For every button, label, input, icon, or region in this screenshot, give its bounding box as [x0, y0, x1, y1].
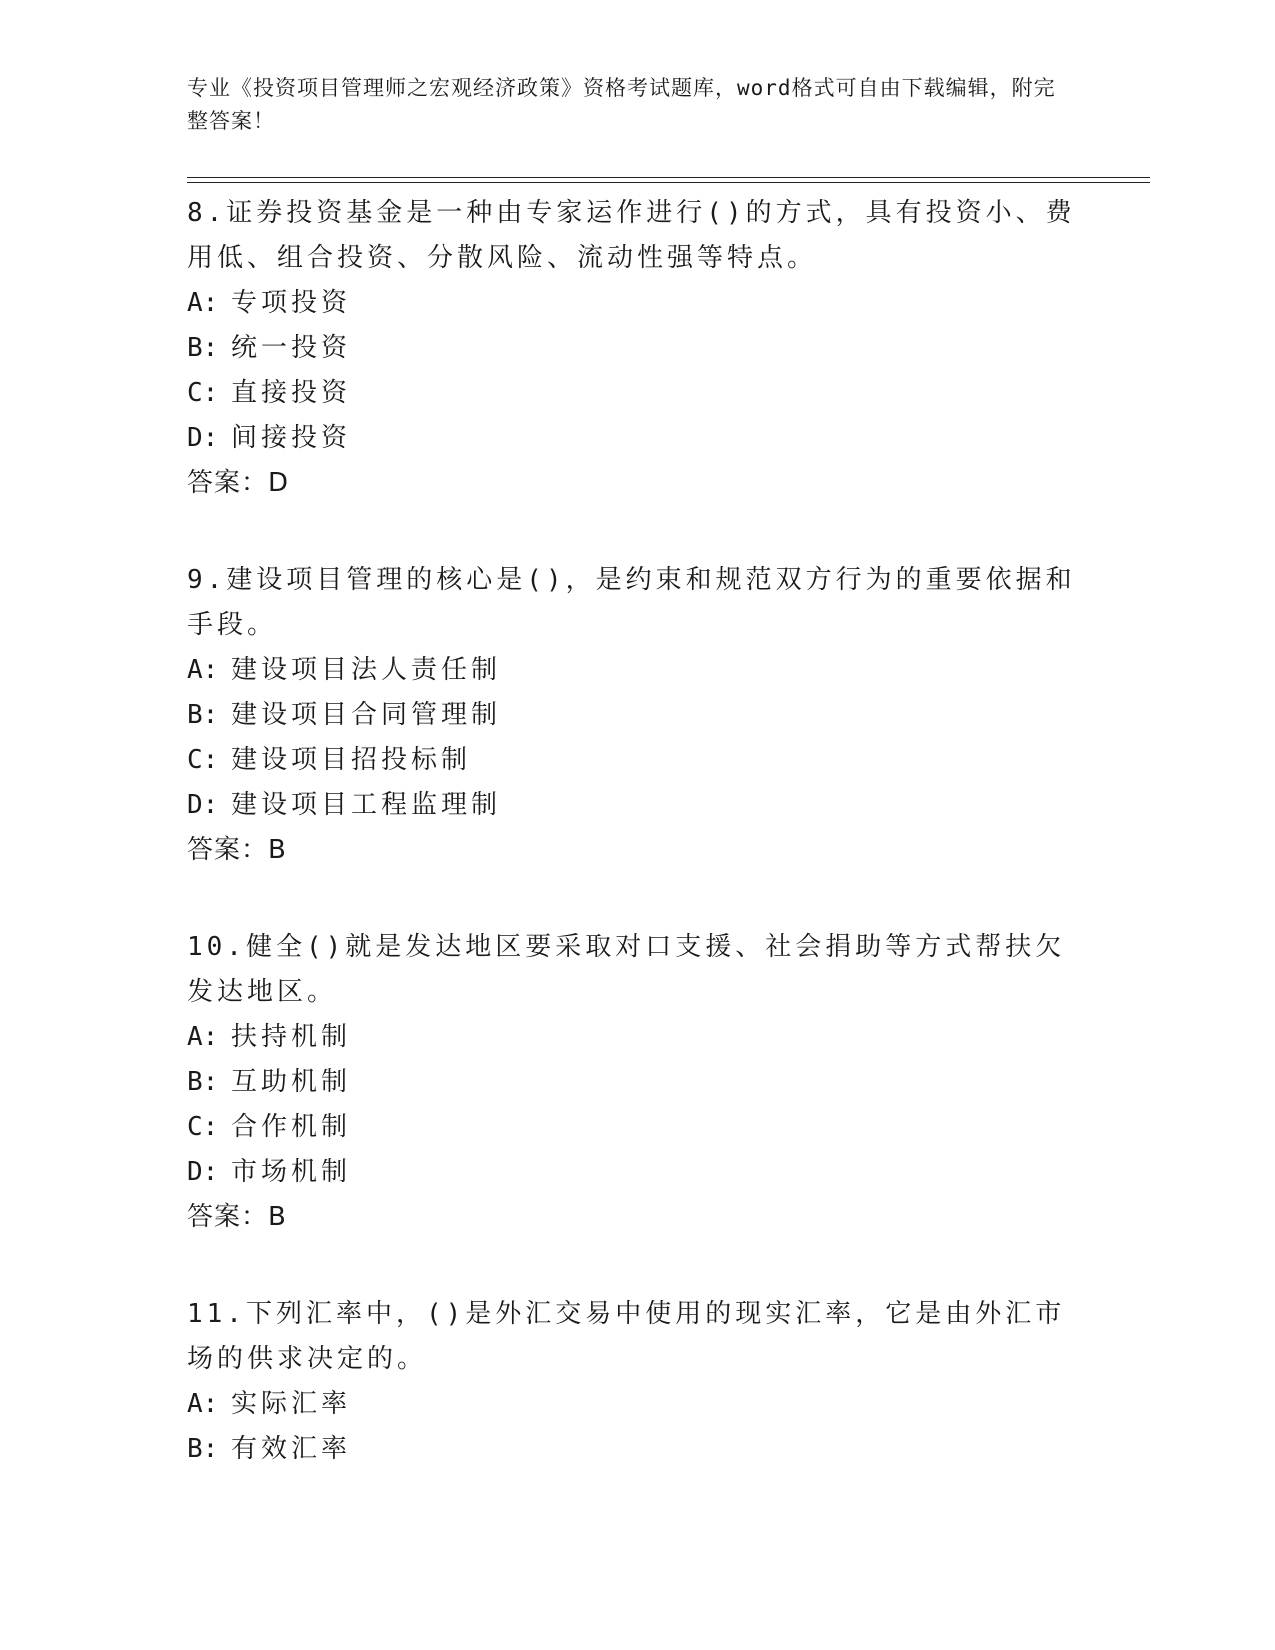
option-text: 合作机制	[231, 1112, 352, 1142]
option-a	[187, 1015, 1087, 1060]
question-8	[187, 191, 1087, 506]
option-letter: C:	[187, 378, 219, 408]
option-d	[187, 783, 1087, 828]
option-letter: D:	[187, 790, 219, 820]
option-text: 直接投资	[231, 378, 352, 408]
question-stem: 8.证券投资基金是一种由专家运作进行()的方式，具有投资小、费用低、组合投资、分散风险、流动性强等特点。	[187, 198, 1076, 273]
option-a	[187, 648, 1087, 693]
answer-line: 答案：D	[187, 468, 290, 498]
option-text: 专项投资	[231, 288, 352, 318]
option-letter: A:	[187, 288, 219, 318]
question-10	[187, 925, 1087, 1240]
header-rule-bottom	[187, 182, 1150, 183]
option-d	[187, 1150, 1087, 1195]
option-text: 统一投资	[231, 333, 352, 363]
question-stem: 11.下列汇率中，()是外汇交易中使用的现实汇率，它是由外汇市场的供求决定的。	[187, 1299, 1066, 1374]
option-text: 互助机制	[231, 1067, 352, 1097]
option-d	[187, 416, 1087, 461]
answer-line: 答案：B	[187, 1202, 287, 1232]
option-c	[187, 1105, 1087, 1150]
option-letter: C:	[187, 1112, 219, 1142]
question-stem: 10.健全()就是发达地区要采取对口支援、社会捐助等方式帮扶欠发达地区。	[187, 932, 1066, 1007]
option-text: 建设项目工程监理制	[231, 790, 502, 820]
option-text: 有效汇率	[231, 1434, 352, 1464]
question-11	[187, 1292, 1087, 1472]
header-rule-top	[187, 177, 1150, 178]
option-b	[187, 693, 1087, 738]
option-b	[187, 1060, 1087, 1105]
option-text: 间接投资	[231, 423, 352, 453]
option-letter: B:	[187, 1067, 219, 1097]
option-b	[187, 1427, 1087, 1472]
option-letter: D:	[187, 1157, 219, 1187]
answer-line: 答案：B	[187, 835, 287, 865]
option-c	[187, 371, 1087, 416]
option-letter: A:	[187, 1022, 219, 1052]
option-letter: D:	[187, 423, 219, 453]
question-stem: 9.建设项目管理的核心是()，是约束和规范双方行为的重要依据和手段。	[187, 565, 1076, 640]
option-text: 建设项目招投标制	[231, 745, 472, 775]
document-header: 专业《投资项目管理师之宏观经济政策》资格考试题库，word格式可自由下载编辑，附完整答案！	[187, 76, 1056, 133]
option-letter: A:	[187, 1389, 219, 1419]
option-letter: B:	[187, 1434, 219, 1464]
question-9	[187, 558, 1087, 873]
option-letter: C:	[187, 745, 219, 775]
option-a	[187, 281, 1087, 326]
option-letter: B:	[187, 333, 219, 363]
option-text: 实际汇率	[231, 1389, 352, 1419]
option-b	[187, 326, 1087, 371]
option-a	[187, 1382, 1087, 1427]
option-text: 扶持机制	[231, 1022, 352, 1052]
option-text: 建设项目合同管理制	[231, 700, 502, 730]
option-text: 建设项目法人责任制	[231, 655, 502, 685]
option-letter: A:	[187, 655, 219, 685]
option-text: 市场机制	[231, 1157, 352, 1187]
question-list	[187, 191, 1087, 1524]
option-c	[187, 738, 1087, 783]
option-letter: B:	[187, 700, 219, 730]
